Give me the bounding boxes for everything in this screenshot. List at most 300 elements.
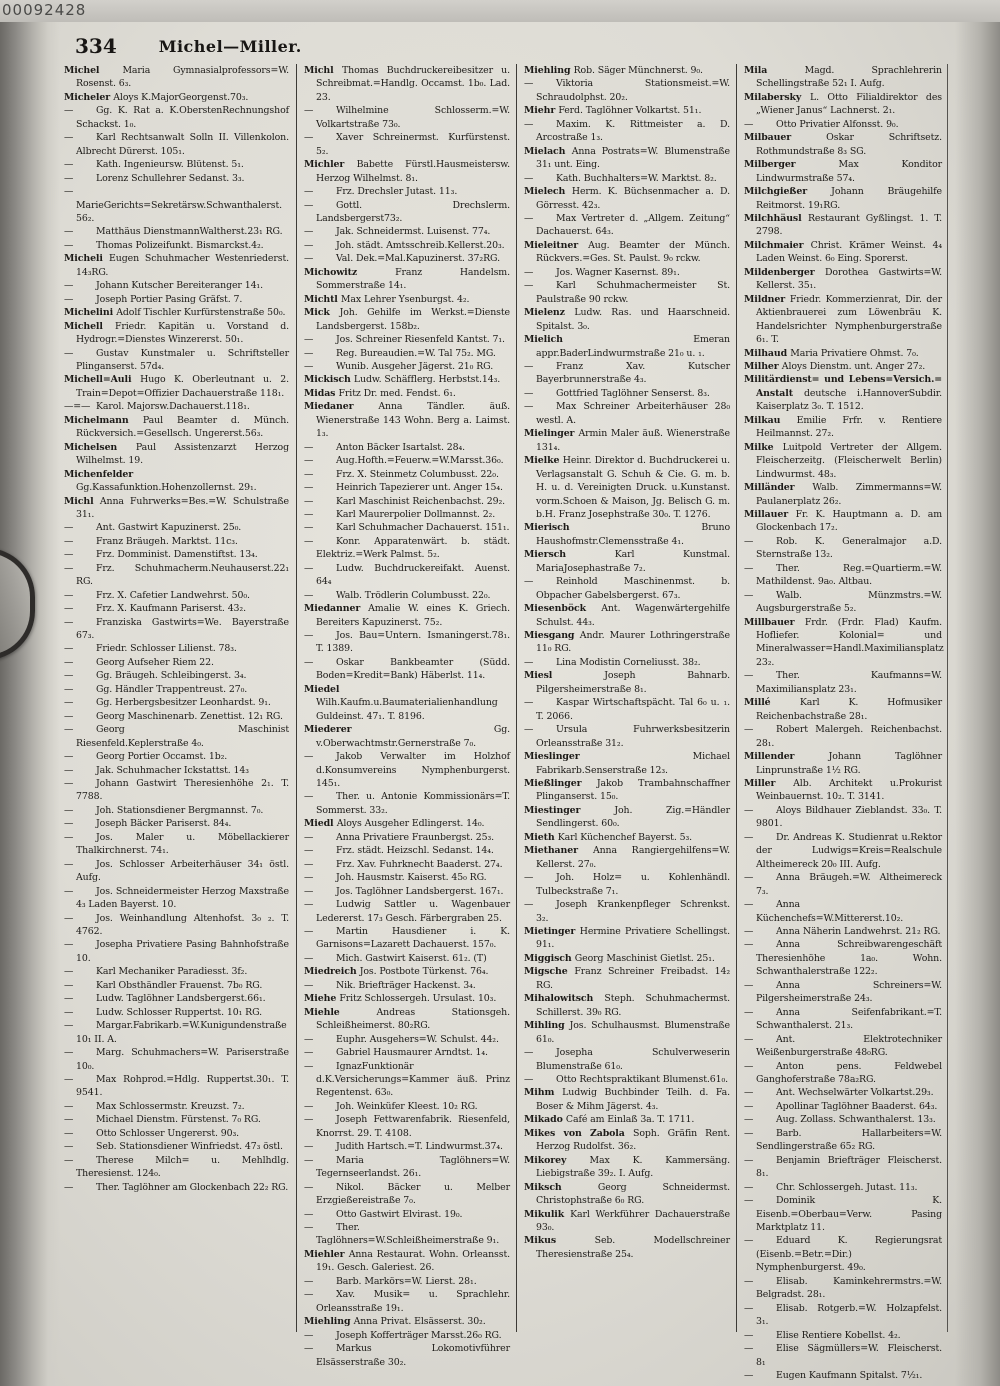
page-number: 334 — [75, 34, 117, 58]
entry-surname: Mildner — [744, 293, 790, 305]
directory-entry: — Otto Privatier Alfonsst. 9₀. — [744, 118, 899, 130]
ditto-dash: — — [524, 1047, 534, 1059]
directory-entry: — Joseph Krankenpfleger Schrenkst. 3₂. — [524, 899, 730, 924]
directory-entry: — Xav. Musik= u. Sprachlehr. Orleansstraße 19₁. — [304, 1289, 510, 1314]
scanner-background-strip — [0, 0, 1000, 24]
ditto-dash: — — [304, 239, 314, 251]
directory-entry: Mierisch Bruno Haushofmstr.Clemensstraße 4₁. — [524, 522, 730, 547]
ditto-dash: — — [304, 885, 314, 897]
directory-entry: Mikulik Karl Werkführer Dachauerstraße 93₀. — [524, 1208, 730, 1233]
directory-entry: — Franz Bräugeh. Marktst. 11c₃. — [64, 535, 238, 547]
directory-entry: Michelmann Paul Beamter d. Münch. Rückversich.=Gesellsch. Ungererst.56₃. — [64, 414, 290, 440]
directory-entry: Mihm Ludwig Buchbinder Teilh. d. Fa. Boser & Mihm Jägerst. 4₃. — [524, 1087, 730, 1112]
directory-entry: — Jakob Verwalter im Holzhof d.Konsumvereins Nymphenburgerst. 145₁. — [304, 751, 510, 790]
scan-serial-number: 00092428 — [2, 1, 87, 19]
entry-surname: Milchmaier — [744, 239, 811, 251]
ditto-dash: — — [744, 926, 754, 937]
ditto-dash: — — [64, 1181, 74, 1193]
ditto-dash: — — [304, 926, 314, 937]
directory-entry: — Mich. Gastwirt Kaiserst. 61₂. (T) — [304, 952, 487, 964]
entry-surname: Mickisch — [304, 374, 354, 386]
directory-entry: Mießlinger Jakob Trambahnschaffner Plinganserst. 15₀. — [524, 778, 730, 803]
ditto-dash: — — [524, 118, 534, 130]
ditto-dash: — — [64, 643, 74, 655]
entry-surname: Michel — [64, 65, 123, 76]
directory-entry: Milkau Emilie Frfr. v. Rentiere Heilmannst. 27₂. — [744, 414, 942, 440]
directory-entry: Miehle Andreas Stationsgeh. Schleißheimerst. 80₂RG. — [304, 1006, 511, 1032]
directory-entry: — Dr. Andreas K. Studienrat u.Rektor der Ludwigs=Kreis=Realschule Altheimereck 20₀ III. Aufg. — [744, 831, 942, 870]
directory-entry: Mikus Seb. Modellschreiner Theresienstraße 25₄. — [524, 1235, 730, 1260]
directory-entry: — Chr. Schlossergeh. Jutast. 11₃. — [744, 1181, 918, 1193]
directory-entry: — Reinhold Maschinenmst. b. Obpacher Gabelsbergerst. 67₃. — [524, 576, 730, 601]
ditto-dash: — — [524, 212, 534, 224]
directory-entry: Mielech Herm. K. Büchsenmacher a. D. Görresst. 42₃. — [524, 186, 730, 211]
ditto-dash: — — [304, 1047, 314, 1059]
ditto-dash: — — [304, 132, 314, 144]
directory-entry: — Jos. Schreiner Riesenfeld Kantst. 7₁. — [304, 334, 505, 346]
directory-entry: — Ther. Reg.=Quartierm.=W. Mathildenst. 9a₀. Altbau. — [744, 562, 942, 588]
ditto-dash: — — [64, 764, 74, 776]
directory-entry: — Gottl. Drechslerm. Landsbergerst73₂. — [304, 199, 510, 224]
ditto-dash: — — [524, 697, 534, 709]
ditto-dash: — — [744, 535, 754, 547]
directory-entry: — Elise Sägmüllers=W. Fleischerst. 8₁ — [744, 1343, 942, 1368]
ditto-dash: — — [744, 1302, 754, 1314]
entry-surname: Miehling — [304, 1316, 354, 1328]
ditto-dash: — — [304, 845, 314, 857]
entry-surname: Miesenböck — [524, 603, 602, 615]
directory-entry: Michl Anna Fuhrwerks=Bes.=W. Schulstraße 31₁. — [64, 495, 289, 520]
entry-surname: Miehe — [304, 993, 340, 1005]
entry-surname: Millbauer — [744, 616, 805, 628]
directory-entry: Milchhäusl Restaurant Gyßlingst. 1. T. 2798. — [744, 212, 942, 238]
ditto-dash: — — [304, 1060, 314, 1072]
ditto-dash: — — [744, 1127, 754, 1139]
directory-entry: Millauer Fr. K. Hauptmann a. D. am Glockenbach 17₂. — [744, 508, 942, 534]
directory-entry: Migsche Franz Schreiner Freibadst. 14₂ RG. — [524, 966, 730, 991]
directory-entry: — Xaver Schreinermst. Kurfürstenst. 5₂. — [304, 132, 510, 157]
directory-entry: Mildenberger Dorothea Gastwirts=W. Kellerst. 35₁. — [744, 266, 942, 292]
directory-entry: — Otto Gastwirt Elvirast. 19₀. — [304, 1208, 463, 1220]
directory-entry: — Georg Portier Occamst. 1b₂. — [64, 751, 228, 763]
directory-entry: — Viktoria Stationsmeist.=W. Schraudolphst. 20₂. — [524, 78, 730, 103]
directory-entry: Midas Fritz Dr. med. Fendst. 6₁. — [304, 387, 456, 399]
ditto-dash: — — [64, 535, 74, 547]
directory-entry: Micheli Eugen Schuhmacher Westenriederst. 14₃RG. — [64, 253, 290, 278]
directory-entry: Miehling Rob. Säger Münchnerst. 9₀. — [524, 65, 703, 76]
directory-entry: Miehling Anna Privat. Elsässerst. 30₂. — [304, 1316, 486, 1328]
directory-entry: Militärdienst= und Lebens=Versich.= Anstalt deutsche i.HannoverSubdir. Kaiserplatz 3₀. T. 1512. — [744, 374, 942, 413]
ditto-dash: — — [744, 1275, 754, 1287]
ditto-dash: — — [304, 1114, 314, 1126]
directory-entry: — Euphr. Ausgehers=W. Schulst. 44₂. — [304, 1033, 499, 1045]
ditto-dash: — — [744, 1114, 754, 1126]
entry-surname: Michl — [64, 495, 100, 507]
directory-entry: — Eugen Kaufmann Spitalst. 7½₁. — [744, 1369, 923, 1381]
ditto-dash: — — [304, 858, 314, 870]
ditto-dash: — — [64, 280, 74, 292]
directory-entry: — Joseph Bäcker Pariserst. 84₄. — [64, 818, 232, 830]
ditto-dash: — — [744, 670, 754, 682]
ditto-dash: — — [304, 656, 314, 668]
ditto-dash: — — [744, 1006, 754, 1018]
directory-entry: — Elise Rentiere Kobellst. 4₂. — [744, 1329, 901, 1341]
entry-surname: Mielich — [524, 334, 694, 346]
entry-surname: Millauer — [744, 508, 796, 520]
ditto-dash: — — [524, 387, 534, 399]
directory-entry: Milchmaier Christ. Krämer Weinst. 4₄ Laden Weinst. 6₀ Eing. Sporerst. — [744, 239, 943, 265]
ditto-dash: — — [744, 1060, 754, 1072]
directory-entry: — Frz. Xav. Fuhrknecht Baaderst. 27₄. — [304, 858, 503, 870]
directory-entry: — Karl Obsthändler Frauenst. 7b₀ RG. — [64, 979, 263, 991]
directory-entry: — Jak. Schneidermst. Luisenst. 77₄. — [304, 226, 491, 238]
ditto-dash: — — [744, 979, 754, 991]
directory-entry: — Jos. Schneidermeister Herzog Maxstraße 4₃ Laden Bayerst. 10. — [64, 885, 289, 911]
ditto-dash: — — [64, 522, 74, 534]
directory-entry: Mildner Friedr. Kommerzienrat, Dir. der Aktienbrauerei zum Löwenbräu K. Handelsrichter Nymphenburgerstraße 6₁. T. — [744, 293, 943, 346]
directory-entry: — Wilhelmine Schlosserm.=W. Volkartstraße 73₀. — [304, 105, 510, 130]
directory-entry: — Ant. Gastwirt Kapuzinerst. 25₀. — [64, 522, 242, 534]
ditto-dash: — — [64, 683, 74, 695]
directory-entry: — Joseph Portier Pasing Gräfst. 7. — [64, 293, 243, 305]
directory-entry: Miedaner Anna Tändler. äuß. Wienerstraße 143 Wohn. Berg a. Laimst. 1₃. — [304, 401, 510, 440]
ditto-dash: — — [64, 562, 74, 574]
ditto-dash: — — [304, 468, 314, 480]
directory-entry: Miksch Georg Schneidermst. Christophstraße 6₀ RG. — [524, 1181, 730, 1207]
ditto-dash: — — [64, 751, 74, 763]
directory-entry: — Eduard K. Regierungsrat (Eisenb.=Betr.=Dir.) Nymphenburgerst. 49₀. — [744, 1235, 942, 1274]
ditto-dash: — — [64, 239, 74, 251]
directory-entry: — Nikol. Bäcker u. Melber Erzgießereistraße 7₀. — [304, 1181, 510, 1207]
entry-surname: Milkau — [744, 414, 797, 426]
column-3 — [516, 64, 736, 1332]
ditto-dash: — — [64, 549, 74, 561]
directory-entry: — Karl Mechaniker Paradiesst. 3f₂. — [64, 966, 248, 978]
ditto-dash: — — [744, 1369, 754, 1381]
entry-surname: Militärdienst= und Lebens=Versich.= Anstalt — [744, 374, 942, 399]
directory-entry: — Anton Bäcker Isartalst. 28₄. — [304, 441, 466, 453]
ditto-dash: — — [304, 979, 314, 991]
ditto-dash: — — [744, 1100, 754, 1112]
directory-entry: Micheler Aloys K.MajorGeorgenst.70₃. — [64, 91, 249, 103]
ditto-dash: — — [744, 1181, 754, 1193]
directory-entry: — Frz. städt. Heizschl. Sedanst. 14₄. — [304, 845, 494, 857]
ditto-dash: — — [64, 778, 74, 790]
directory-entry: — Dominik K. Eisenb.=Oberbau=Verw. Pasing Marktplatz 11. — [744, 1195, 942, 1233]
directory-entry: Michelsen Paul Assistenzarzt Herzog Wilhelmst. 19. — [64, 441, 289, 467]
directory-entry: Milländer Walb. Zimmermanns=W. Paulanerplatz 26₂. — [744, 482, 942, 507]
ditto-dash: — — [64, 966, 74, 978]
entry-surname: Milbauer — [744, 132, 827, 144]
directory-entry: — Jos. Bau=Untern. Ismaningerst.78₁. T. 1389. — [304, 630, 510, 655]
directory-entry: — Lina Modistin Corneliusst. 38₂. — [524, 656, 701, 668]
directory-entry: — Marg. Schuhmachers=W. Pariserstraße 10₀. — [64, 1047, 289, 1072]
entry-surname: Mihm — [524, 1087, 563, 1099]
directory-entry: Miehler Anna Restaurat. Wohn. Orleansst. 19₁. Gesch. Galeriest. 26. — [304, 1248, 510, 1274]
entry-surname: Mielke — [524, 455, 563, 467]
directory-entry: — Jos. Schlosser Arbeiterhäuser 34₁ östl. Aufg. — [64, 858, 289, 884]
ditto-dash: — — [744, 804, 754, 816]
ditto-dash: — — [64, 885, 74, 897]
directory-entry: Mielinger Armin Maler äuß. Wienerstraße 131₄. — [524, 428, 730, 453]
entry-surname: Mielach — [524, 145, 572, 157]
directory-entry: — Rob. K. Generalmajor a.D. Sternstraße 13₂. — [744, 535, 942, 561]
ditto-dash: — — [304, 360, 314, 372]
directory-entry: Milchgießer Johann Bräugehilfe Reitmorst. 19₁RG. — [744, 186, 942, 211]
directory-entry: — Karl Maschinist Reichenbachst. 29₂. — [304, 495, 505, 507]
ditto-dash: — — [64, 105, 74, 117]
directory-entry: — Frz. X. Kaufmann Pariserst. 43₂. — [64, 603, 246, 615]
directory-entry: Millender Johann Taglöhner Linprunstraße 1½ RG. — [744, 751, 942, 776]
directory-entry: — Ther. Taglöhner am Glockenbach 22₂ RG. — [64, 1181, 289, 1193]
entry-surname: Michler — [304, 159, 357, 171]
directory-entry: — Seb. Stationsdiener Winfriedst. 47₃ östl. — [64, 1141, 283, 1153]
entry-surname: Mick — [304, 307, 340, 319]
ditto-dash: — — [304, 1033, 314, 1045]
ditto-dash: — — [524, 172, 534, 184]
ditto-dash: — — [64, 186, 74, 198]
directory-entry: — Kath. Buchhalters=W. Marktst. 8₂. — [524, 172, 717, 184]
entry-surname: Michtl — [304, 293, 341, 305]
directory-entry: Miggisch Georg Maschinist Gietlst. 25₁. — [524, 952, 715, 964]
entry-surname: Miersch — [524, 549, 615, 561]
entry-surname: Mikus — [524, 1235, 595, 1247]
directory-entry: — Josepha Privatiere Pasing Bahnhofstraße 10. — [64, 939, 289, 964]
directory-entry: Michl Thomas Buchdruckereibesitzer u. Schreibmat.=Handlg. Occamst. 1b₀. Lad. 23. — [304, 65, 510, 103]
directory-entry: Miersch Karl Kunstmal. MariaJosephastraße 7₂. — [524, 549, 731, 574]
directory-entry: —=— Karol. Majorsw.Dachauerst.118₁. — [64, 401, 250, 413]
entry-surname: Miesgang — [524, 630, 580, 642]
directory-entry: — Anna Schreiners=W. Pilgersheimerstraße 24₃. — [744, 979, 942, 1005]
directory-entry: — Gustav Kunstmaler u. Schriftsteller Plinganserst. 57d₄. — [64, 347, 289, 372]
ditto-dash: — — [64, 831, 74, 843]
directory-entry: — Max Rohprod.=Hdlg. Ruppertst.30₁. T. 9541. — [64, 1073, 289, 1099]
entry-surname: Mila — [744, 65, 805, 76]
directory-entry: — Georg Maschinist Riesenfeld.Keplerstraße 4₀. — [64, 724, 289, 749]
directory-entry: — Val. Dek.=Mal.Kapuzinerst. 37₂RG. — [304, 253, 500, 265]
directory-entry: — Anna Seifenfabrikant.=T. Schwanthalerst. 21₃. — [744, 1006, 942, 1032]
ditto-dash: — — [64, 1006, 74, 1018]
directory-entry: Milher Aloys Dienstm. unt. Anger 27₂. — [744, 360, 926, 372]
ditto-dash: — — [524, 576, 534, 588]
ditto-dash: — — [64, 656, 74, 668]
ditto-dash: — — [304, 482, 314, 494]
directory-entry: — Barb. Hallarbeiters=W. Sendlingerstraße 65₂ RG. — [744, 1127, 942, 1153]
directory-entry: Mila Magd. Sprachlehrerin Schellingstraße 52₁ I. Aufg. — [744, 65, 942, 90]
ditto-dash: — — [744, 724, 754, 736]
directory-entry: — IgnazFunktionär d.K.Versicherungs=Kammer äuß. Prinz Regentenst. 63₀. — [304, 1060, 510, 1099]
ditto-dash: — — [744, 1235, 754, 1247]
directory-entry: — Karl Schuhmacher Dachauerst. 151₁. — [304, 522, 510, 534]
directory-entry: — Georg Aufseher Riem 22. — [64, 656, 214, 668]
directory-entry: Miethaner Anna Rangiergehilfens=W. Kellerst. 27₀. — [524, 845, 730, 870]
directory-entry: Miedreich Jos. Postbote Türkenst. 76₄. — [304, 966, 489, 978]
ditto-dash: — — [64, 1047, 74, 1059]
ditto-dash: — — [64, 804, 74, 816]
directory-entry: — Jos. Maler u. Möbellackierer Thalkirchnerst. 74₁. — [64, 831, 289, 857]
directory-entry: — Ursula Fuhrwerksbesitzerin Orleansstraße 31₂. — [524, 724, 730, 749]
ditto-dash: — — [304, 751, 314, 763]
column-2 — [296, 64, 516, 1368]
directory-entry: Mietinger Hermine Privatiere Schellingst. 91₁. — [524, 926, 730, 951]
entry-surname: Millé — [744, 697, 800, 709]
directory-entry: Mieslinger Michael Fabrikarb.Senserstraße 12₃. — [524, 751, 730, 776]
ditto-dash: — — [304, 1181, 314, 1193]
ditto-dash: — — [304, 495, 314, 507]
ditto-dash: — — [64, 616, 74, 628]
ditto-dash: — — [744, 562, 754, 574]
directory-entry: — Aug. Zollass. Schwanthalerst. 13₃. — [744, 1114, 936, 1126]
ditto-dash: — — [64, 1073, 74, 1085]
directory-entry: Mieth Karl Küchenchef Bayerst. 5₃. — [524, 831, 693, 843]
entry-surname: Milher — [744, 360, 782, 372]
directory-entry: Mikado Café am Einlaß 3a. T. 1711. — [524, 1114, 695, 1126]
page-title: Michel—Miller. — [158, 36, 302, 56]
directory-entry: — Ther. Taglöhners=W.Schleißheimerstraße 9₁. — [304, 1221, 500, 1247]
entry-surname: Miedanner — [304, 603, 369, 615]
directory-entry: — Franziska Gastwirts=We. Bayerstraße 67₃. — [64, 616, 289, 642]
entry-surname: Micheler — [64, 91, 114, 103]
column-1 — [62, 64, 296, 1332]
directory-entry: — Markus Lokomotivführer Elsässerstraße 30₂. — [304, 1343, 510, 1368]
directory-entry: — Ludwig Sattler u. Wagenbauer Ledererst. 17₃ Gesch. Färbergraben 25. — [304, 899, 510, 924]
ditto-dash: — — [304, 253, 314, 265]
entry-surname: Mielinger — [524, 428, 579, 440]
ditto-dash: — — [64, 172, 74, 184]
directory-entry: Milhaud Maria Privatiere Ohmst. 7₀. — [744, 347, 919, 359]
ditto-dash: — — [64, 1020, 74, 1032]
entry-surname: Miehle — [304, 1006, 377, 1018]
directory-entry: Mihling Jos. Schulhausmst. Blumenstraße 61₀. — [524, 1020, 730, 1045]
ditto-dash: — — [744, 1329, 754, 1341]
directory-entry: — Michael Dienstm. Fürstenst. 7₀ RG. — [64, 1114, 261, 1126]
ditto-dash: — — [304, 226, 314, 238]
entry-surname: Michelini — [64, 307, 117, 319]
directory-entry: — Ludw. Schlosser Ruppertst. 10₁ RG. — [64, 1006, 263, 1018]
directory-entry: — Robert Malergeh. Reichenbachst. 28₁. — [744, 724, 942, 749]
entry-surname: Miedel — [304, 683, 340, 695]
entry-surname: Miethaner — [524, 845, 593, 857]
directory-entry: Michler Babette Fürstl.Hausmeistersw. Herzog Wilhelmst. 8₁. — [304, 159, 510, 184]
directory-entry: — Walb. Trödlerin Columbusst. 22₀. — [304, 589, 491, 601]
directory-entry: — Franz Xav. Kutscher Bayerbrunnerstraße 4₃. — [524, 360, 730, 386]
entry-surname: Michell=Auli — [64, 374, 141, 386]
directory-entry: — Ludw. Buchdruckereifakt. Auenst. 64₄ — [304, 562, 510, 588]
entry-surname: Milhaud — [744, 347, 791, 359]
directory-entry: Milabersky L. Otto Filialdirektor des „Wiener Janus“ Lachnerst. 2₁. — [744, 91, 942, 117]
entry-surname: Mieth — [524, 831, 558, 843]
ditto-dash: — — [304, 1289, 314, 1301]
directory-entry: — Thomas Polizeifunkt. Bismarckst.4₂. — [64, 239, 264, 251]
directory-entry: — Frz. X. Steinmetz Columbusst. 22₀. — [304, 468, 499, 480]
ditto-dash: — — [304, 522, 314, 534]
directory-entry: Miller Alb. Architekt u.Prokurist Weinbauernst. 10₂. T. 3141. — [744, 778, 942, 803]
ditto-dash: — — [304, 535, 314, 547]
directory-entry: — Karl Rechtsanwalt Solln II. Villenkolon. Albrecht Dürerst. 105₁. — [64, 132, 289, 157]
directory-entry: — Walb. Münzmstrs.=W. Augsburgerstraße 5₂. — [744, 589, 942, 615]
ditto-dash: —=— — [64, 401, 91, 413]
entry-surname: Micheli — [64, 253, 110, 265]
entry-surname: Michelsen — [64, 441, 136, 453]
ditto-dash: — — [304, 899, 314, 911]
directory-entry: — Frz. X. Cafetier Landwehrst. 50₀. — [64, 589, 250, 601]
entry-surname: Milberger — [744, 159, 839, 171]
ditto-dash: — — [524, 401, 534, 413]
ditto-dash: — — [64, 347, 74, 359]
directory-entry: Mikes von Zabola Soph. Gräfin Rent. Herzog Rudolfst. 36₂. — [524, 1127, 730, 1153]
directory-entry: — Martin Hausdiener i. K. Garnisons=Lazarett Dachauerst. 157₀. — [304, 926, 510, 951]
ditto-dash: — — [64, 132, 74, 144]
ditto-dash: — — [304, 1141, 314, 1153]
directory-entry: Milbauer Oskar Schriftsetz. Rothmundstraße 8₃ SG. — [744, 132, 942, 157]
directory-entry: Michell Friedr. Kapitän u. Vorstand d. Hydrogr.=Dienstes Winzererst. 50₁. — [64, 320, 289, 346]
directory-entry: Mielich Emeran appr.BaderLindwurmstraße 21₀ u. ₁. — [524, 334, 730, 359]
directory-entry: — Ther. Kaufmanns=W. Maximiliansplatz 23₁. — [744, 670, 942, 695]
directory-entry: — Jos. Wagner Kasernst. 89₁. — [524, 266, 680, 278]
ditto-dash: — — [64, 226, 74, 238]
directory-entry: — Maxim. K. Rittmeister a. D. Arcostraße 1₃. — [524, 118, 730, 144]
directory-entry: — Gg. Herbergsbesitzer Leonhardst. 9₁. — [64, 697, 271, 709]
directory-entry: — Matthäus DienstmannWaltherst.23₁ RG. — [64, 226, 283, 238]
ditto-dash: — — [304, 872, 314, 884]
entry-surname: Mihalowitsch — [524, 993, 605, 1005]
directory-entry: — Apollinar Taglöhner Baaderst. 64₃. — [744, 1100, 938, 1112]
ditto-dash: — — [304, 334, 314, 346]
directory-entry: — Anna Bräugeh.=W. Altheimereck 7₃. — [744, 872, 942, 897]
ditto-dash: — — [304, 1275, 314, 1287]
directory-entry: Mielenz Ludw. Ras. und Haarschneid. Spitalst. 3₀. — [524, 307, 730, 332]
directory-entry: Miehr Ferd. Taglöhner Volkartst. 51₁. — [524, 105, 702, 117]
page-edge-shadow — [955, 22, 1000, 1386]
entry-surname: Miksch — [524, 1181, 598, 1193]
ditto-dash: — — [304, 1100, 314, 1112]
ditto-dash: — — [744, 118, 754, 130]
directory-entry: Millbauer Frdr. (Frdr. Flad) Kaufm. Hofliefer. Kolonial= und Mineralwasser=Handl.Maximiliansplatz 23₂. — [744, 616, 944, 668]
directory-entry: — Therese Milch= u. Mehlhdlg. Theresienst. 124₀. — [64, 1154, 289, 1180]
ditto-dash: — — [304, 508, 314, 520]
directory-entry: — Aug.Hofth.=Feuerw.=W.Marsst.36₀. — [304, 455, 504, 467]
ditto-dash: — — [524, 872, 534, 884]
ditto-dash: — — [304, 589, 314, 601]
entry-surname: Michowitz — [304, 266, 396, 278]
directory-entry: Michel Maria Gymnasialprofessors=W. Rosenst. 6₃. — [64, 65, 289, 90]
directory-entry: Mielke Heinr. Direktor d. Buchdruckerei u. Verlagsanstalt G. Schuh & Cie. G. m. b. H. u. d. Vereinigten Druck. u.Kunstanst. vorm.Schoen & Maison, Jg. Belisch G. m. b.H. Franz Josephstraße 30₀. T. 1276. — [524, 455, 730, 520]
directory-entry: Mieleitner Aug. Beamter der Münch. Rückvers.=Ges. St. Paulst. 9₀ rckw. — [524, 239, 730, 265]
ditto-dash: — — [744, 1195, 754, 1207]
directory-entry: Michenfelder Gg.Kassafunktion.Hohenzollernst. 29₁. — [64, 468, 257, 494]
directory-entry: Miestinger Joh. Zig.=Händler Sendlingerst. 60₀. — [524, 804, 730, 830]
ditto-dash: — — [64, 858, 74, 870]
directory-entry: Miedel Wilh.Kaufm.u.Baumaterialienhandlung Guldeinst. 47₁. T. 8196. — [304, 683, 498, 722]
directory-entry: — Aloys Bildhauer Zieblandst. 33₀. T. 9801. — [744, 804, 942, 830]
directory-entry: — Gg. K. Rat a. K.OberstenRechnungshof Schackst. 1₀. — [64, 105, 289, 130]
entry-surname: Midas — [304, 387, 339, 399]
entry-surname: Miehling — [524, 65, 574, 76]
ditto-dash: — — [744, 1033, 754, 1045]
ditto-dash: — — [524, 899, 534, 911]
directory-entry: — Georg Maschinenarb. Zenettist. 12₁ RG. — [64, 710, 283, 722]
ditto-dash: — — [64, 603, 74, 615]
ditto-dash: — — [304, 952, 314, 964]
directory-columns — [62, 64, 948, 1381]
directory-entry: Michowitz Franz Handelsm. Sommerstraße 14₁. — [304, 266, 510, 292]
directory-entry: Milke Luitpold Vertreter der Allgem. Fleischerzeitg. (Fleischerwelt Berlin) Lindwurmst. 48₃. — [744, 441, 942, 480]
entry-surname: Mikado — [524, 1114, 566, 1126]
entry-surname: Miedreich — [304, 966, 360, 978]
entry-surname: Michell — [64, 320, 115, 332]
directory-entry: — Ant. Elektrotechniker Weißenburgerstraße 48₀RG. — [744, 1033, 942, 1059]
directory-entry: Miehe Fritz Schlossergeh. Ursulast. 10₃. — [304, 993, 497, 1005]
